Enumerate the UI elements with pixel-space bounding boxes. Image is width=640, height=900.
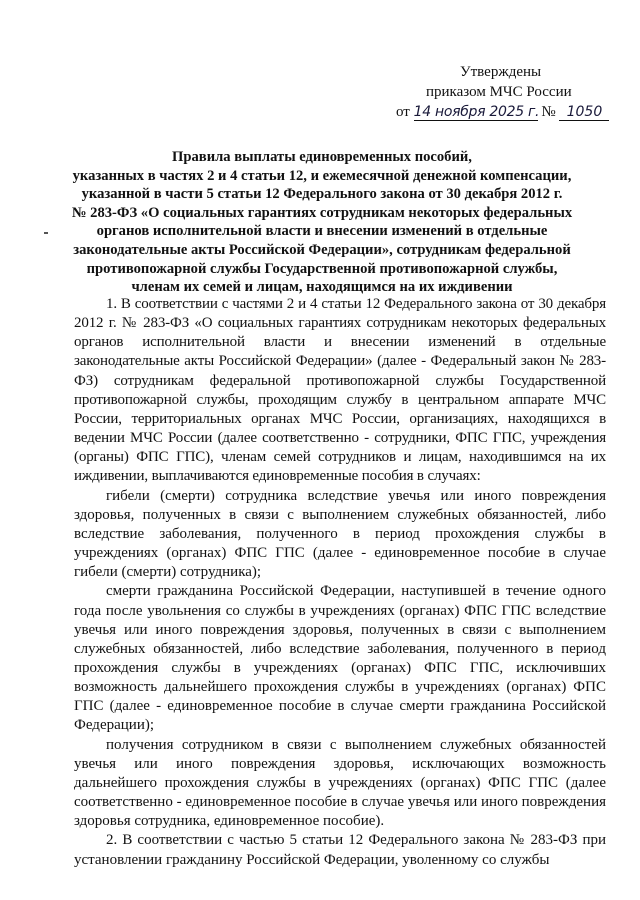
paragraph-2: гибели (смерти) сотрудника вследствие увечья или иного повреждения здоровья, полученных в связи с выполнением служебных обязанностей, либо вследствие заболевания, полученного в период прохождения службы в учреждениях (органах) ФПС ГПС (далее - единовременное пособие в случае гибели (смерти) сотрудника); xyxy=(74,487,606,581)
number-sign: № xyxy=(541,104,556,120)
order-date-line xyxy=(396,102,606,122)
approval-block xyxy=(396,62,606,122)
handwritten-number: 1050 xyxy=(559,104,609,121)
title-line: органов исполнительной власти и внесении изменений в отдельные xyxy=(96,223,548,240)
from-label: от xyxy=(396,104,410,120)
title-line: № 283-ФЗ «О социальных гарантиях сотрудникам некоторых федеральных xyxy=(71,204,573,221)
document-title xyxy=(52,148,592,297)
title-line: Правила выплаты единовременных пособий, xyxy=(172,149,472,165)
title-line: указанных в частях 2 и 4 статьи 12, и ежемесячной денежной компенсации, xyxy=(72,167,572,184)
title-line: законодательные акты Российской Федерации», сотрудникам федеральной xyxy=(73,241,571,258)
title-line: указанной в части 5 статьи 12 Федерального закона от 30 декабря 2012 г. xyxy=(81,186,563,203)
document-body xyxy=(74,295,606,870)
paragraph-3: смерти гражданина Российской Федерации, наступившей в течение одного года после увольнения со службы в учреждениях (органах) ФПС ГПС вследствие увечья или иного повреждения здоровья, полученных в связи с выполнением служебных обязанностей, либо вследствие заболевания, полученного в период прохождения службы в учреждениях (органах) ФПС ГПС, исключивших возможность дальнейшего прохождения службы в учреждениях (органах) ФПС ГПС (далее - единовременное пособие в случае смерти гражданина Российской Федерации); xyxy=(74,583,606,734)
handwritten-date: 14 ноября 2025 г. xyxy=(413,104,540,120)
order-label: приказом МЧС России xyxy=(426,84,572,100)
paragraph-4: получения сотрудником в связи с выполнением служебных обязанностей увечья или иного повреждения здоровья, исключающих возможность дальнейшего прохождения службы в учреждениях (органах) ФПС ГПС (далее соответственно - единовременное пособие в случае увечья или иного повреждения здоровья сотрудника, единовременное пособие). xyxy=(74,736,606,830)
approved-label: Утверждены xyxy=(460,64,542,80)
title-line: противопожарной службы Государственной противопожарной службы, xyxy=(86,260,558,277)
paragraph-1: 1. В соответствии с частями 2 и 4 статьи 12 Федерального закона от 30 декабря 2012 г. № 283-ФЗ «О социальных гарантиях сотрудникам некоторых федеральных органов исполнительной власти и внесении изменений в отдельные законодательные акты Российской Федерации» (далее - Федеральный закон № 283-ФЗ) сотрудникам федеральной противопожарной службы Государственной противопожарной службы, проходящим службу в центральном аппарате МЧС России, территориальных органах МЧС России, организациях, находящихся в ведении МЧС России (далее соответственно - сотрудники, ФПС ГПС, учреждения (органы) ФПС ГПС), членам семей сотрудников и лицам, находившимся на их иждивении, выплачиваются единовременные пособия в случаях: xyxy=(74,296,606,485)
paragraph-5: 2. В соответствии с частью 5 статьи 12 Федерального закона № 283-ФЗ при установлении гражданину Российской Федерации, уволенному со службы xyxy=(74,832,606,868)
margin-mark xyxy=(44,232,48,234)
title-line: членам их семей и лицам, находящимся на их иждивении xyxy=(131,279,513,296)
